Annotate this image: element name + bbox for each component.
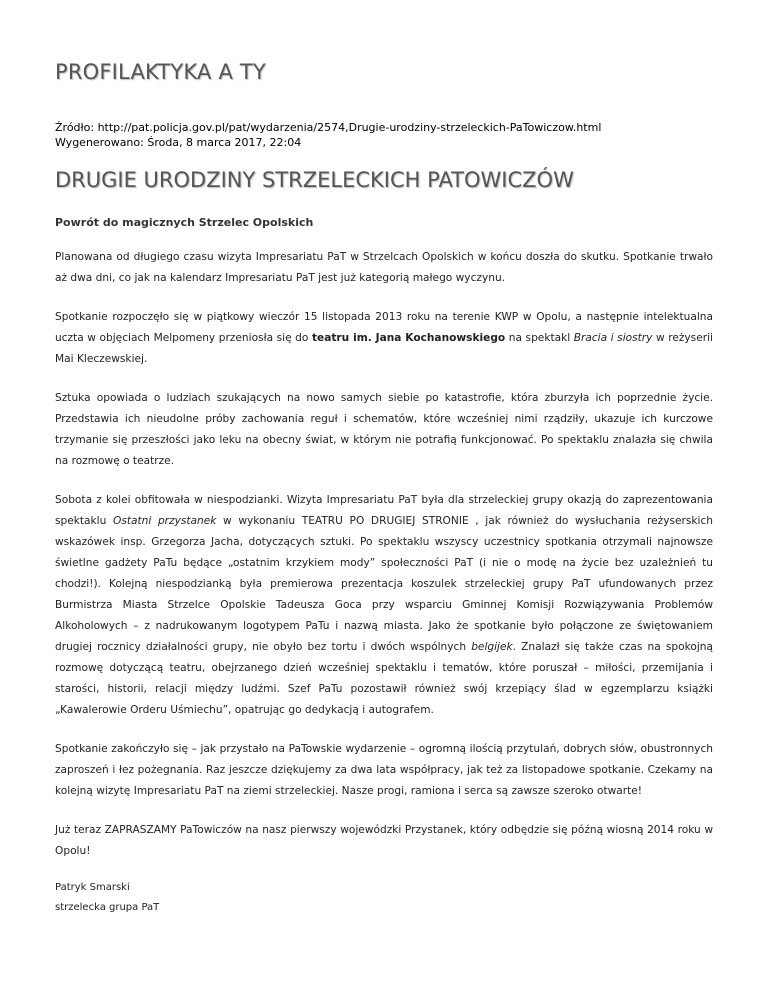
paragraph-1: Planowana od długiego czasu wizyta Impresariatu PaT w Strzelcach Opolskich w końcu doszła do skutku. Spotkanie trwało aż dwa dni, co jak na kalendarz Impresariatu PaT jest już kategorią małego wyczynu. — [55, 251, 713, 284]
generated-line: Wygenerowano: Środa, 8 marca 2017, 22:04 — [55, 136, 302, 149]
paragraph-3: Sztuka opowiada o ludziach szukających na nowo samych siebie po katastrofie, która zburzyła ich poprzednie życie. Przedstawia ich nieudolne próby zachowania reguł i schematów, które wcześniej nimi rządziły, ukazuje ich kurczowe trzymanie się przeszłości jako leku na obecny świat, w którym nie potrafią funkcjonować. Po spektaklu znalazła się chwila na rozmowę o teatrze. — [55, 392, 713, 467]
paragraph-2-text-c: w reżyserii Mai Kleczewskiej. — [55, 332, 713, 365]
paragraph-4 — [55, 490, 713, 721]
document-meta — [55, 120, 713, 150]
paragraph-4-text-a: Sobota z kolei obfitowała w niespodzianki. Wizyta Impresariatu PaT była dla strzeleckiej grupy okazją do zaprezentowania spektaklu — [55, 494, 713, 527]
paragraph-6: Już teraz ZAPRASZAMY PaTowiczów na nasz pierwszy wojewódzki Przystanek, który odbędzie się późną wiosną 2014 roku w Opolu! — [55, 824, 713, 857]
source-line: Źródło: http://pat.policja.gov.pl/pat/wydarzenia/2574,Drugie-urodziny-strzeleckich-PaTowiczow.html — [55, 121, 602, 134]
dance-name: belgijek — [471, 641, 513, 653]
signature — [55, 878, 713, 918]
paragraph-2 — [55, 307, 713, 370]
performance-title: Ostatni przystanek — [112, 515, 217, 527]
author-group: strzelecka grupa PaT — [55, 902, 160, 913]
play-title: Bracia i siostry — [573, 332, 653, 344]
author-name: Patryk Smarski — [55, 882, 130, 893]
paragraph-2-text-a: Spotkanie rozpoczęło się w piątkowy wieczór 15 listopada 2013 roku na terenie KWP w Opolu, a następnie intelektualna uczta w objęciach Melpomeny przeniosła się do — [55, 311, 713, 344]
paragraph-2-text-b: na spektakl — [505, 332, 574, 344]
article-subtitle: Powrót do magicznych Strzelec Opolskich — [55, 216, 314, 229]
paragraph-4-text-b: w wykonaniu TEATRU PO DRUGIEJ STRONIE , jak również do wysłuchania reżyserskich wskazówek insp. Grzegorza Jacha, dotyczących sztuki. Po spektaklu wszyscy uczestnicy spotkania otrzymali najnowsze świetlne gadżety PaTu będące „ostatnim krzykiem mody” społeczności PaT (i nie o modę na życie bez uzależnień tu chodzi!). Kolejną niespodzianką była premierowa prezentacja koszulek strzeleckiej grupy PaT ufundowanych przez Burmistrza Miasta Strzelce Opolskie Tadeusza Goca przy wsparciu Gminnej Komisji Rozwiązywania Problemów Alkoholowych – z nadrukowanym logotypem PaTu i nazwą miasta. Jako że spotkanie było połączone ze świętowaniem drugiej rocznicy działalności grupy, nie obyło bez tortu i dwóch wspólnych — [55, 515, 714, 653]
article-title: DRUGIE URODZINY STRZELECKICH PATOWICZÓW — [55, 168, 574, 192]
theatre-name: teatru im. Jana Kochanowskiego — [311, 332, 506, 344]
paragraph-5: Spotkanie zakończyło się – jak przystało na PaTowskie wydarzenie – ogromną ilością przytulań, dobrych słów, obustronnych zaproszeń i łez pożegnania. Raz jeszcze dziękujemy za dwa lata współpracy, jak też za listopadowe spotkanie. Czekamy na kolejną wizytę Impresariatu PaT na ziemi strzeleckiej. Nasze progi, ramiona i serca są zawsze szeroko otwarte! — [55, 743, 713, 797]
paragraph-4-text-c: . Znalazł się także czas na spokojną rozmowę dotyczącą teatru, obejrzanego dzień wcześniej spektaklu i tematów, które poruszał – miłości, przemijania i starości, historii, relacji między ludźmi. Szef PaTu pozostawił również swój krzepiący ślad w egzemplarzu książki „Kawalerowie Orderu Uśmiechu”, opatrując go dedykacją i autografem. — [55, 641, 713, 716]
site-title: PROFILAKTYKA A TY — [55, 60, 266, 84]
